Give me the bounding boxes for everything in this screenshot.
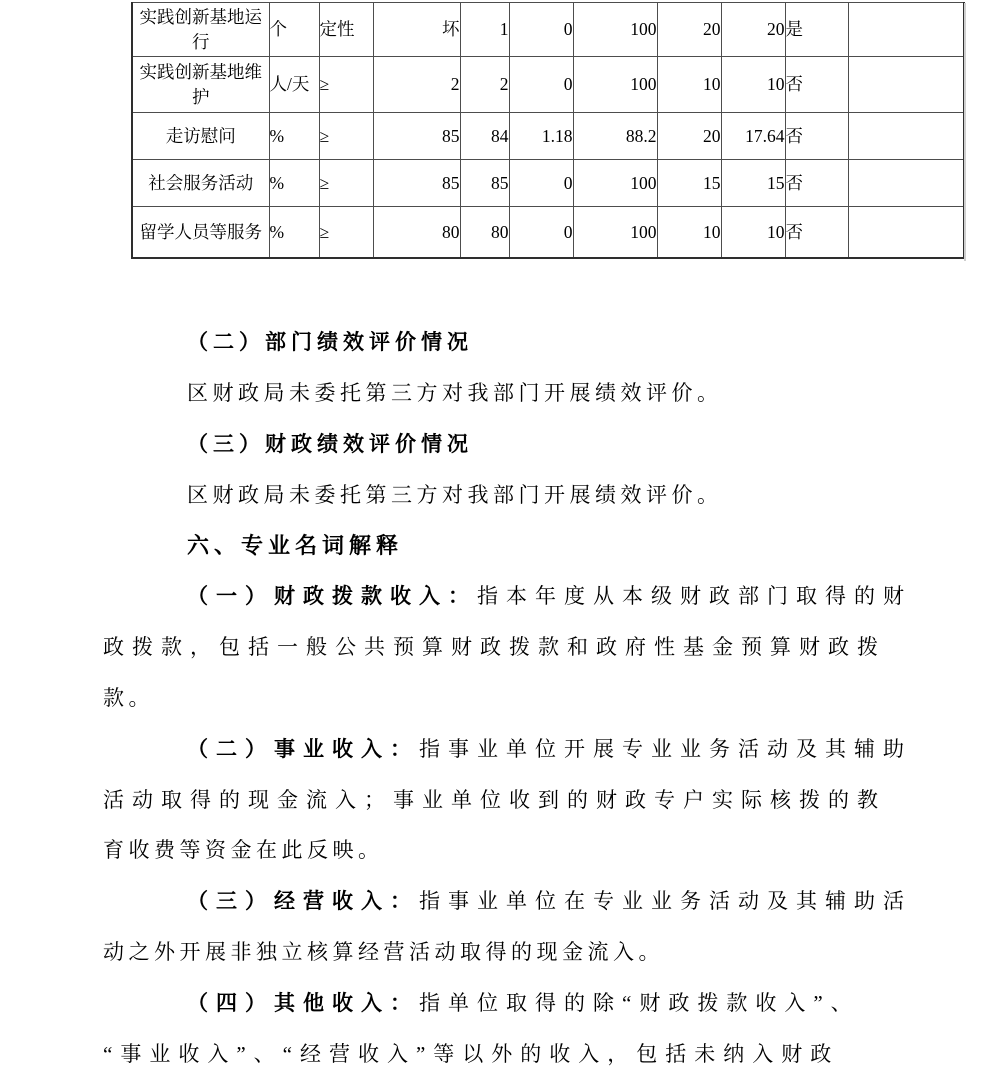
indicator-table-body (132, 3, 964, 258)
table-cell: 0 (509, 160, 573, 207)
table-row (132, 57, 964, 113)
table-cell: 100 (573, 207, 657, 258)
table-cell (848, 57, 964, 113)
table-cell: 17.64 (721, 113, 785, 160)
table-cell: 坏 (373, 3, 460, 57)
table-cell: 否 (785, 57, 848, 113)
table-cell (848, 113, 964, 160)
table-cell: ≥ (319, 207, 373, 258)
table-cell: 0 (509, 3, 573, 57)
doc-line: （二）事业收入： 指事业单位开展专业业务活动及其辅助 (103, 722, 909, 773)
indicator-table (131, 2, 965, 259)
doc-line: “事业收入”、“经营收入”等以外的收入，包括未纳入财政 (103, 1041, 840, 1066)
table-cell: 10 (721, 57, 785, 113)
term-label: （二）事业收入： (187, 736, 419, 761)
table-cell: 84 (460, 113, 509, 160)
table-cell: 实践创新基地维护 (132, 57, 269, 113)
table-cell: 20 (657, 3, 721, 57)
doc-line: 活动取得的现金流入；事业单位收到的财政专户实际核拨的教 (103, 787, 886, 812)
table-cell: 走访慰问 (132, 113, 269, 160)
table-cell: 15 (657, 160, 721, 207)
table-cell: 20 (657, 113, 721, 160)
table-cell: 85 (373, 113, 460, 160)
table-cell: 80 (373, 207, 460, 258)
table-cell: 1 (460, 3, 509, 57)
doc-line: 款。 (103, 685, 154, 710)
table-cell: 实践创新基地运行 (132, 3, 269, 57)
table-row (132, 160, 964, 207)
table-cell: 10 (721, 207, 785, 258)
doc-heading: （三）财政绩效评价情况 (187, 431, 473, 456)
doc-line: 育收费等资金在此反映。 (103, 838, 384, 863)
doc-line: （一）财政拨款收入： 指本年度从本级财政部门取得的财 (103, 570, 909, 621)
table-cell: 否 (785, 113, 848, 160)
table-cell: 0 (509, 207, 573, 258)
table-row (132, 113, 964, 160)
table-cell: 20 (721, 3, 785, 57)
table-cell: 留学人员等服务 (132, 207, 269, 258)
doc-line: 区财政局未委托第三方对我部门开展绩效评价。 (187, 482, 723, 507)
table-cell: 80 (460, 207, 509, 258)
table-cell: ≥ (319, 57, 373, 113)
table-cell: 100 (573, 160, 657, 207)
table-cell: 1.18 (509, 113, 573, 160)
doc-heading: 六、专业名词解释 (187, 533, 404, 559)
table-cell: 10 (657, 57, 721, 113)
indicator-table-wrap (131, 2, 964, 259)
doc-text (103, 316, 912, 1078)
table-cell: ≥ (319, 113, 373, 160)
table-cell: % (269, 160, 319, 207)
table-cell: 100 (573, 57, 657, 113)
table-cell: ≥ (319, 160, 373, 207)
table-row (132, 3, 964, 57)
table-cell (848, 3, 964, 57)
table-cell: 否 (785, 160, 848, 207)
table-cell: 是 (785, 3, 848, 57)
table-cell (848, 207, 964, 258)
table-cell: % (269, 113, 319, 160)
table-cell: 人/天 (269, 57, 319, 113)
table-cell: 2 (373, 57, 460, 113)
table-cell: 88.2 (573, 113, 657, 160)
doc-line: （四）其他收入： 指单位取得的除“财政拨款收入”、 (103, 976, 909, 1027)
term-label: （四）其他收入： (187, 990, 419, 1015)
doc-line: 区财政局未委托第三方对我部门开展绩效评价。 (187, 381, 723, 406)
table-cell: 100 (573, 3, 657, 57)
table-cell: 定性 (319, 3, 373, 57)
table-cell: 85 (373, 160, 460, 207)
term-label: （一）财政拨款收入： (187, 584, 477, 609)
table-cell: 10 (657, 207, 721, 258)
doc-line: （三）经营收入： 指事业单位在专业业务活动及其辅助活 (103, 875, 909, 926)
doc-heading: （二）部门绩效评价情况 (187, 330, 473, 355)
table-cell: 0 (509, 57, 573, 113)
doc-line: 政拨款，包括一般公共预算财政拨款和政府性基金预算财政拨 (103, 635, 886, 660)
table-cell: 2 (460, 57, 509, 113)
table-edge-shadow (964, 3, 966, 261)
doc-line: 动之外开展非独立核算经营活动取得的现金流入。 (103, 939, 664, 964)
table-cell: 个 (269, 3, 319, 57)
table-cell: % (269, 207, 319, 258)
table-cell (848, 160, 964, 207)
table-cell: 否 (785, 207, 848, 258)
table-cell: 85 (460, 160, 509, 207)
table-cell: 15 (721, 160, 785, 207)
term-label: （三）经营收入： (187, 889, 419, 914)
table-row (132, 207, 964, 258)
table-cell: 社会服务活动 (132, 160, 269, 207)
